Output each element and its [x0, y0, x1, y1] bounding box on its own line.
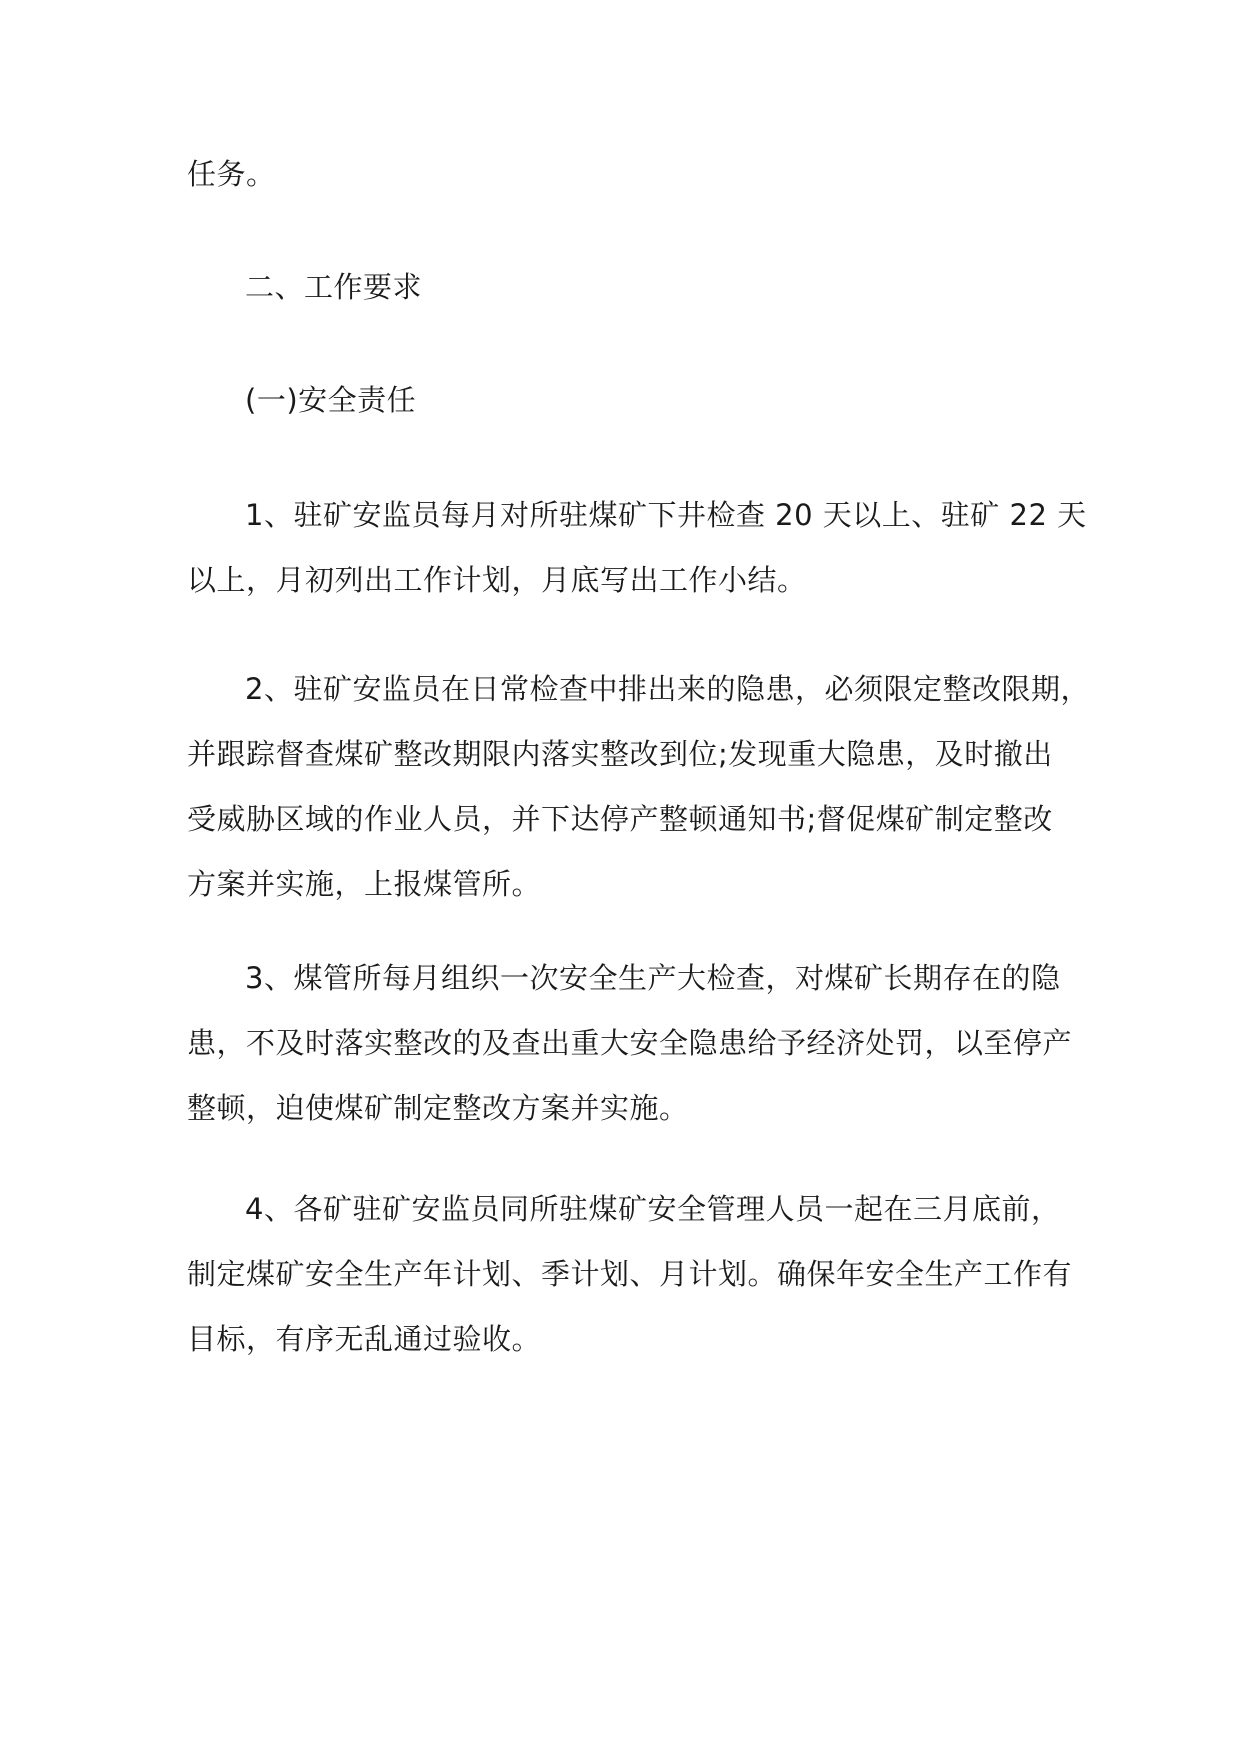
paragraph-line: 2、驻矿安监员在日常检查中排出来的隐患，必须限定整改限期，	[245, 672, 1090, 706]
paragraph-line: 方案并实施，上报煤管所。	[187, 867, 542, 901]
item-paragraph-4	[187, 1177, 1073, 1372]
paragraph-line: 任务。	[187, 157, 276, 191]
paragraph-line: 1、驻矿安监员每月对所驻煤矿下井检查 20 天以上、驻矿 22 天	[245, 498, 1087, 532]
item-paragraph-3	[187, 946, 1073, 1141]
paragraph-line: 受威胁区域的作业人员，并下达停产整顿通知书;督促煤矿制定整改	[187, 802, 1053, 836]
item-paragraph-1	[187, 483, 1087, 613]
paragraph-line: 3、煤管所每月组织一次安全生产大检查，对煤矿长期存在的隐	[245, 961, 1061, 995]
paragraph-line: 目标，有序无乱通过验收。	[187, 1322, 542, 1356]
section-heading	[187, 255, 1067, 320]
subsection-heading	[187, 368, 1067, 433]
item-paragraph-2	[187, 657, 1090, 917]
paragraph-line: 制定煤矿安全生产年计划、季计划、月计划。确保年安全生产工作有	[187, 1257, 1073, 1291]
paragraph-line: 整顿，迫使煤矿制定整改方案并实施。	[187, 1091, 689, 1125]
subsection-heading-text: (一)安全责任	[245, 383, 417, 417]
paragraph-line: 以上，月初列出工作计划，月底写出工作小结。	[187, 563, 807, 597]
paragraph-line: 患，不及时落实整改的及查出重大安全隐患给予经济处罚，以至停产	[187, 1026, 1073, 1060]
continuation-paragraph	[187, 142, 1067, 207]
paragraph-line: 并跟踪督查煤矿整改期限内落实整改到位;发现重大隐患，及时撤出	[187, 737, 1053, 771]
paragraph-line: 4、各矿驻矿安监员同所驻煤矿安全管理人员一起在三月底前，	[245, 1192, 1061, 1226]
section-heading-text: 二、工作要求	[245, 270, 423, 304]
